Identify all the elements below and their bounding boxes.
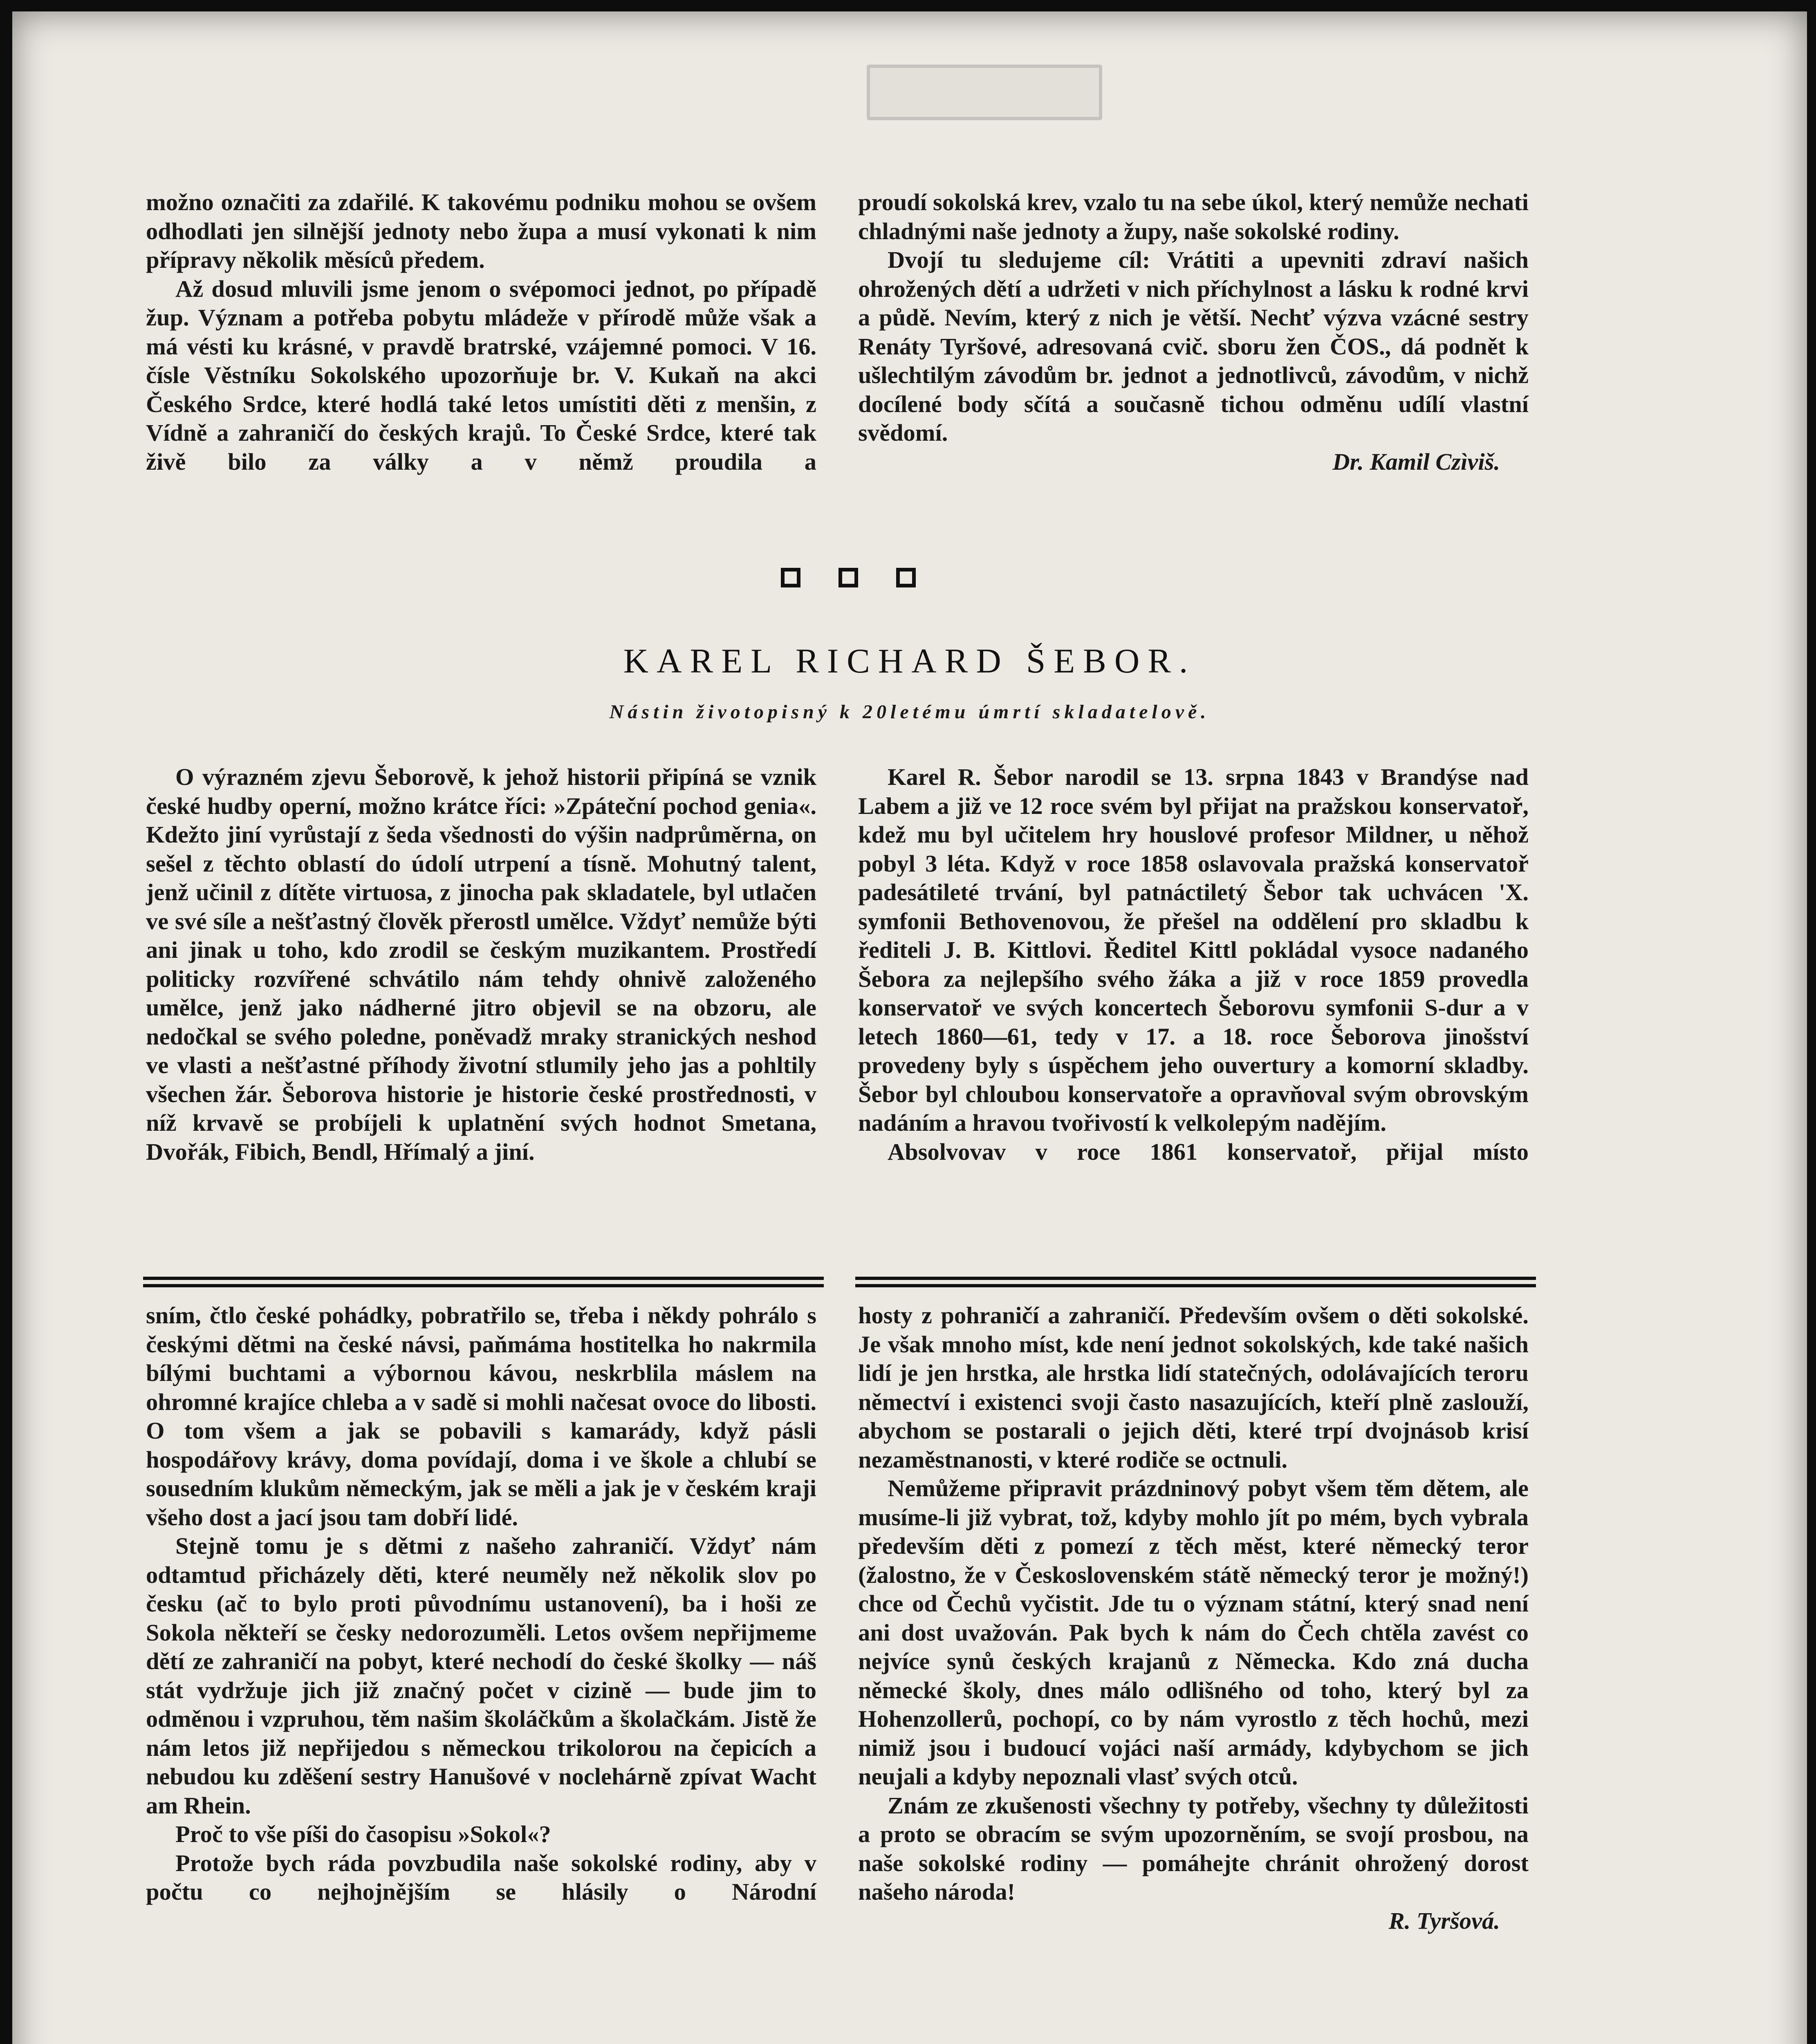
paragraph: proudí sokolská krev, vzalo tu na sebe úkol, který nemůže nechati chladnými naše jednoty a župy, naše sokolské rodiny.	[858, 189, 1529, 244]
article-subtitle: Nástin životopisný k 20letému úmrtí skladatelově.	[609, 701, 1210, 723]
paragraph: Absolvovav v roce 1861 konservatoř, přijal místo	[888, 1138, 1529, 1165]
signature-tyrsova: R. Tyršová.	[1388, 1907, 1500, 1934]
paragraph: Až dosud mluvili jsme jenom o svépomoci jednot, po případě žup. Význam a potřeba pobytu mládeže v přírodě může však a má vésti ku krásné, v pravdě bratrské, vzájemné pomoci. V 16. čísle Věstníku Sokolského upozorňuje br. V. Kukaň na akci Českého Srdce, které hodlá také letos umístiti děti z menšin, z Vídně a zahraničí do českých krajů. To České Srdce, které tak živě bilo za války a v němž proudila a	[146, 275, 816, 475]
double-rule-left	[143, 1277, 824, 1287]
paragraph: Karel R. Šebor narodil se 13. srpna 1843 v Brandýse nad Labem a již ve 12 roce svém byl přijat na pražskou konservatoř, kdež mu byl učitelem hry houslové profesor Mildner, u něhož pobyl 3 léta. Když v roce 1858 oslavovala pražská konservatoř padesátileté trvání, byl patnáctiletý Šebor tak uchvácen 'X. symfonii Bethovenovou, že přešel na oddělení pro skladbu k řediteli J. B. Kittlovi. Ředitel Kittl pokládal vysoce nadaného Šebora za nejlepšího svého žáka a již v roce 1859 provedla konservatoř ve svých koncertech Šeborovu symfonii S-dur a v letech 1860—61, tedy v 17. a 18. roce Šeborova jinošství provedeny byly s úspěchem jeho ouvertury a komorní skladby. Šebor byl chloubou konservatoře a opravňoval svým obrovským nadáním a hravou tvořivostí k velkolepým nadějím.	[858, 764, 1529, 1136]
article-right-column	[858, 763, 1529, 1166]
paragraph: Nemůžeme připravit prázdninový pobyt všem těm dětem, ale musíme-li již vybrat, tož, kdyby mohlo jít po mém, bych vybrala především děti z pomezí z těch měst, které německý teror (žalostno, že v Československém státě německý teror je možný!) chce od Čechů vyčistit. Jde tu o význam státní, který snad není ani dost uvažován. Pak bych k nám do Čech chtěla zavést co nejvíce synů českých krajanů z Německa. Kdo zná ducha německé školy, dnes málo odlišného od toho, který byl za Hohenzollerů, pochopí, co by nám vyrostlo z těch hochů, mezi nimiž jsou i budoucí vojáci naší armády, kdybychom se jich neujali a kdyby nepoznali vlasť svých otců.	[858, 1475, 1529, 1790]
bottom-right-column	[858, 1301, 1529, 1935]
signature-czivis: Dr. Kamil Czìviš.	[1332, 448, 1500, 475]
paragraph: sním, čtlo české pohádky, pobratřilo se, třeba i někdy pohrálo s českými dětmi na české návsi, paňmáma hostitelka ho nakrmila bílými buchtami a výbornou kávou, neskrblila máslem na ohromné krajíce chleba a v sadě si mohli načesat ovoce do libosti. O tom všem a jak se pobavili s kamarády, když pásli hospodářovy krávy, doma povídají, doma i ve škole a chlubí se sousedním klukům německým, jak se měli a jak je v českém kraji všeho dost a jací jsou tam dobří lidé.	[146, 1302, 816, 1531]
paragraph: možno označiti za zdařilé. K takovému podniku mohou se ovšem odhodlati jen silnější jednoty nebo župa a musí vykonati k nim přípravy několik měsíců předem.	[146, 189, 816, 273]
square-ornament-icon	[838, 568, 858, 587]
article-left-column	[146, 763, 816, 1166]
paragraph: hosty z pohraničí a zahraničí. Především ovšem o děti sokolské. Je však mnoho míst, kde není jednot sokolských, kde také našich lidí je jen hrstka, ale hrstka lidí statečných, odolávajících teroru němectví i existenci svoji často nasazujících, kteří plně zaslouží, abychom se postarali o jejich děti, které trpí dvojnásob krisí nezaměstnanosti, v které rodiče se octnuli.	[858, 1302, 1529, 1473]
paragraph: Proč to vše píši do časopisu »Sokol«?	[175, 1821, 551, 1847]
double-rule-right	[855, 1277, 1536, 1287]
paragraph: Znám ze zkušenosti všechny ty potřeby, všechny ty důležitosti a proto se obracím se svým upozorněním, se svojí prosbou, na naše sokolské rodiny — pomáhejte chránit ohrožený dorost našeho národa!	[858, 1792, 1529, 1905]
square-ornament-icon	[781, 568, 800, 587]
paragraph: Dvojí tu sledujeme cíl: Vrátiti a upevniti zdraví našich ohrožených dětí a udržeti v nich příchylnost a lásku k rodné krvi a půdě. Nevím, který z nich je větší. Nechť výzva vzácné sestry Renáty Tyršové, adresovaná cvič. sboru žen ČOS., dá podnět k ušlechtilým závodům br. jednot a jednotlivců, závodům, v nichž docílené body sčítá a současně tichou odměnu udílí vlastní svědomí.	[858, 247, 1529, 446]
magazine-page	[12, 11, 1807, 2044]
top-right-column	[858, 188, 1529, 476]
paragraph: Stejně tomu je s dětmi z našeho zahraničí. Vždyť nám odtamtud přicházely děti, které neuměly než několik slov po česku (ač to bylo proti původnímu ustanovení), ba i hoši ze Sokola někteří se česky nedorozuměli. Letos ovšem nepřijmeme dětí ze zahraničí na pobyt, které nechodí do české školky — náš stát vydržuje jich již značný počet v cizině — bude jim to odměnou i vzpruhou, těm našim školáčkům a školačkám. Jistě že nám letos již nepřijedou s německou trikolorou na čepicích a nebudou ku zděšení sestry Hanušové v noclehárně zpívat Wacht am Rhein.	[146, 1533, 816, 1819]
archive-stamp	[867, 65, 1102, 120]
paragraph: Protože bych ráda povzbudila naše sokolské rodiny, aby v počtu co nejhojnějším se hlásily o Národní	[146, 1849, 816, 1905]
square-ornament-icon	[896, 568, 916, 587]
bottom-left-column	[146, 1301, 816, 1907]
article-title: KAREL RICHARD ŠEBOR.	[623, 642, 1196, 680]
section-ornament	[781, 568, 916, 594]
paragraph: O výrazném zjevu Šeborově, k jehož historii připíná se vznik české hudby operní, možno krátce říci: »Zpáteční pochod genia«. Kdežto jiní vyrůstají z šeda všednosti do výšin nadprůměrna, on sešel z těchto oblastí do údolí utrpení a tísně. Mohutný talent, jenž učinil z dítěte virtuosa, z jinocha pak skladatele, byl utlačen ve své síle a nešťastný člověk přerostl umělce. Vždyť nemůže býti ani jinak u toho, kdo zrodil se českým muzikantem. Prostředí politicky rozvířené schvátilo nám tehdy ohnivě založeného umělce, jenž jako nádherné jitro objevil se na obzoru, ale nedočkal se svého poledne, poněvadž mraky stranických neshod ve vlasti a nešťastné příhody životní stlumily jeho jas a pohltily všechen žár. Šeborova historie je historie české prostřednosti, v níž krvavě se probíjeli k uplatnění svých hodnot Smetana, Dvořák, Fibich, Bendl, Hřímalý a jiní.	[146, 764, 816, 1165]
top-left-column	[146, 188, 816, 476]
